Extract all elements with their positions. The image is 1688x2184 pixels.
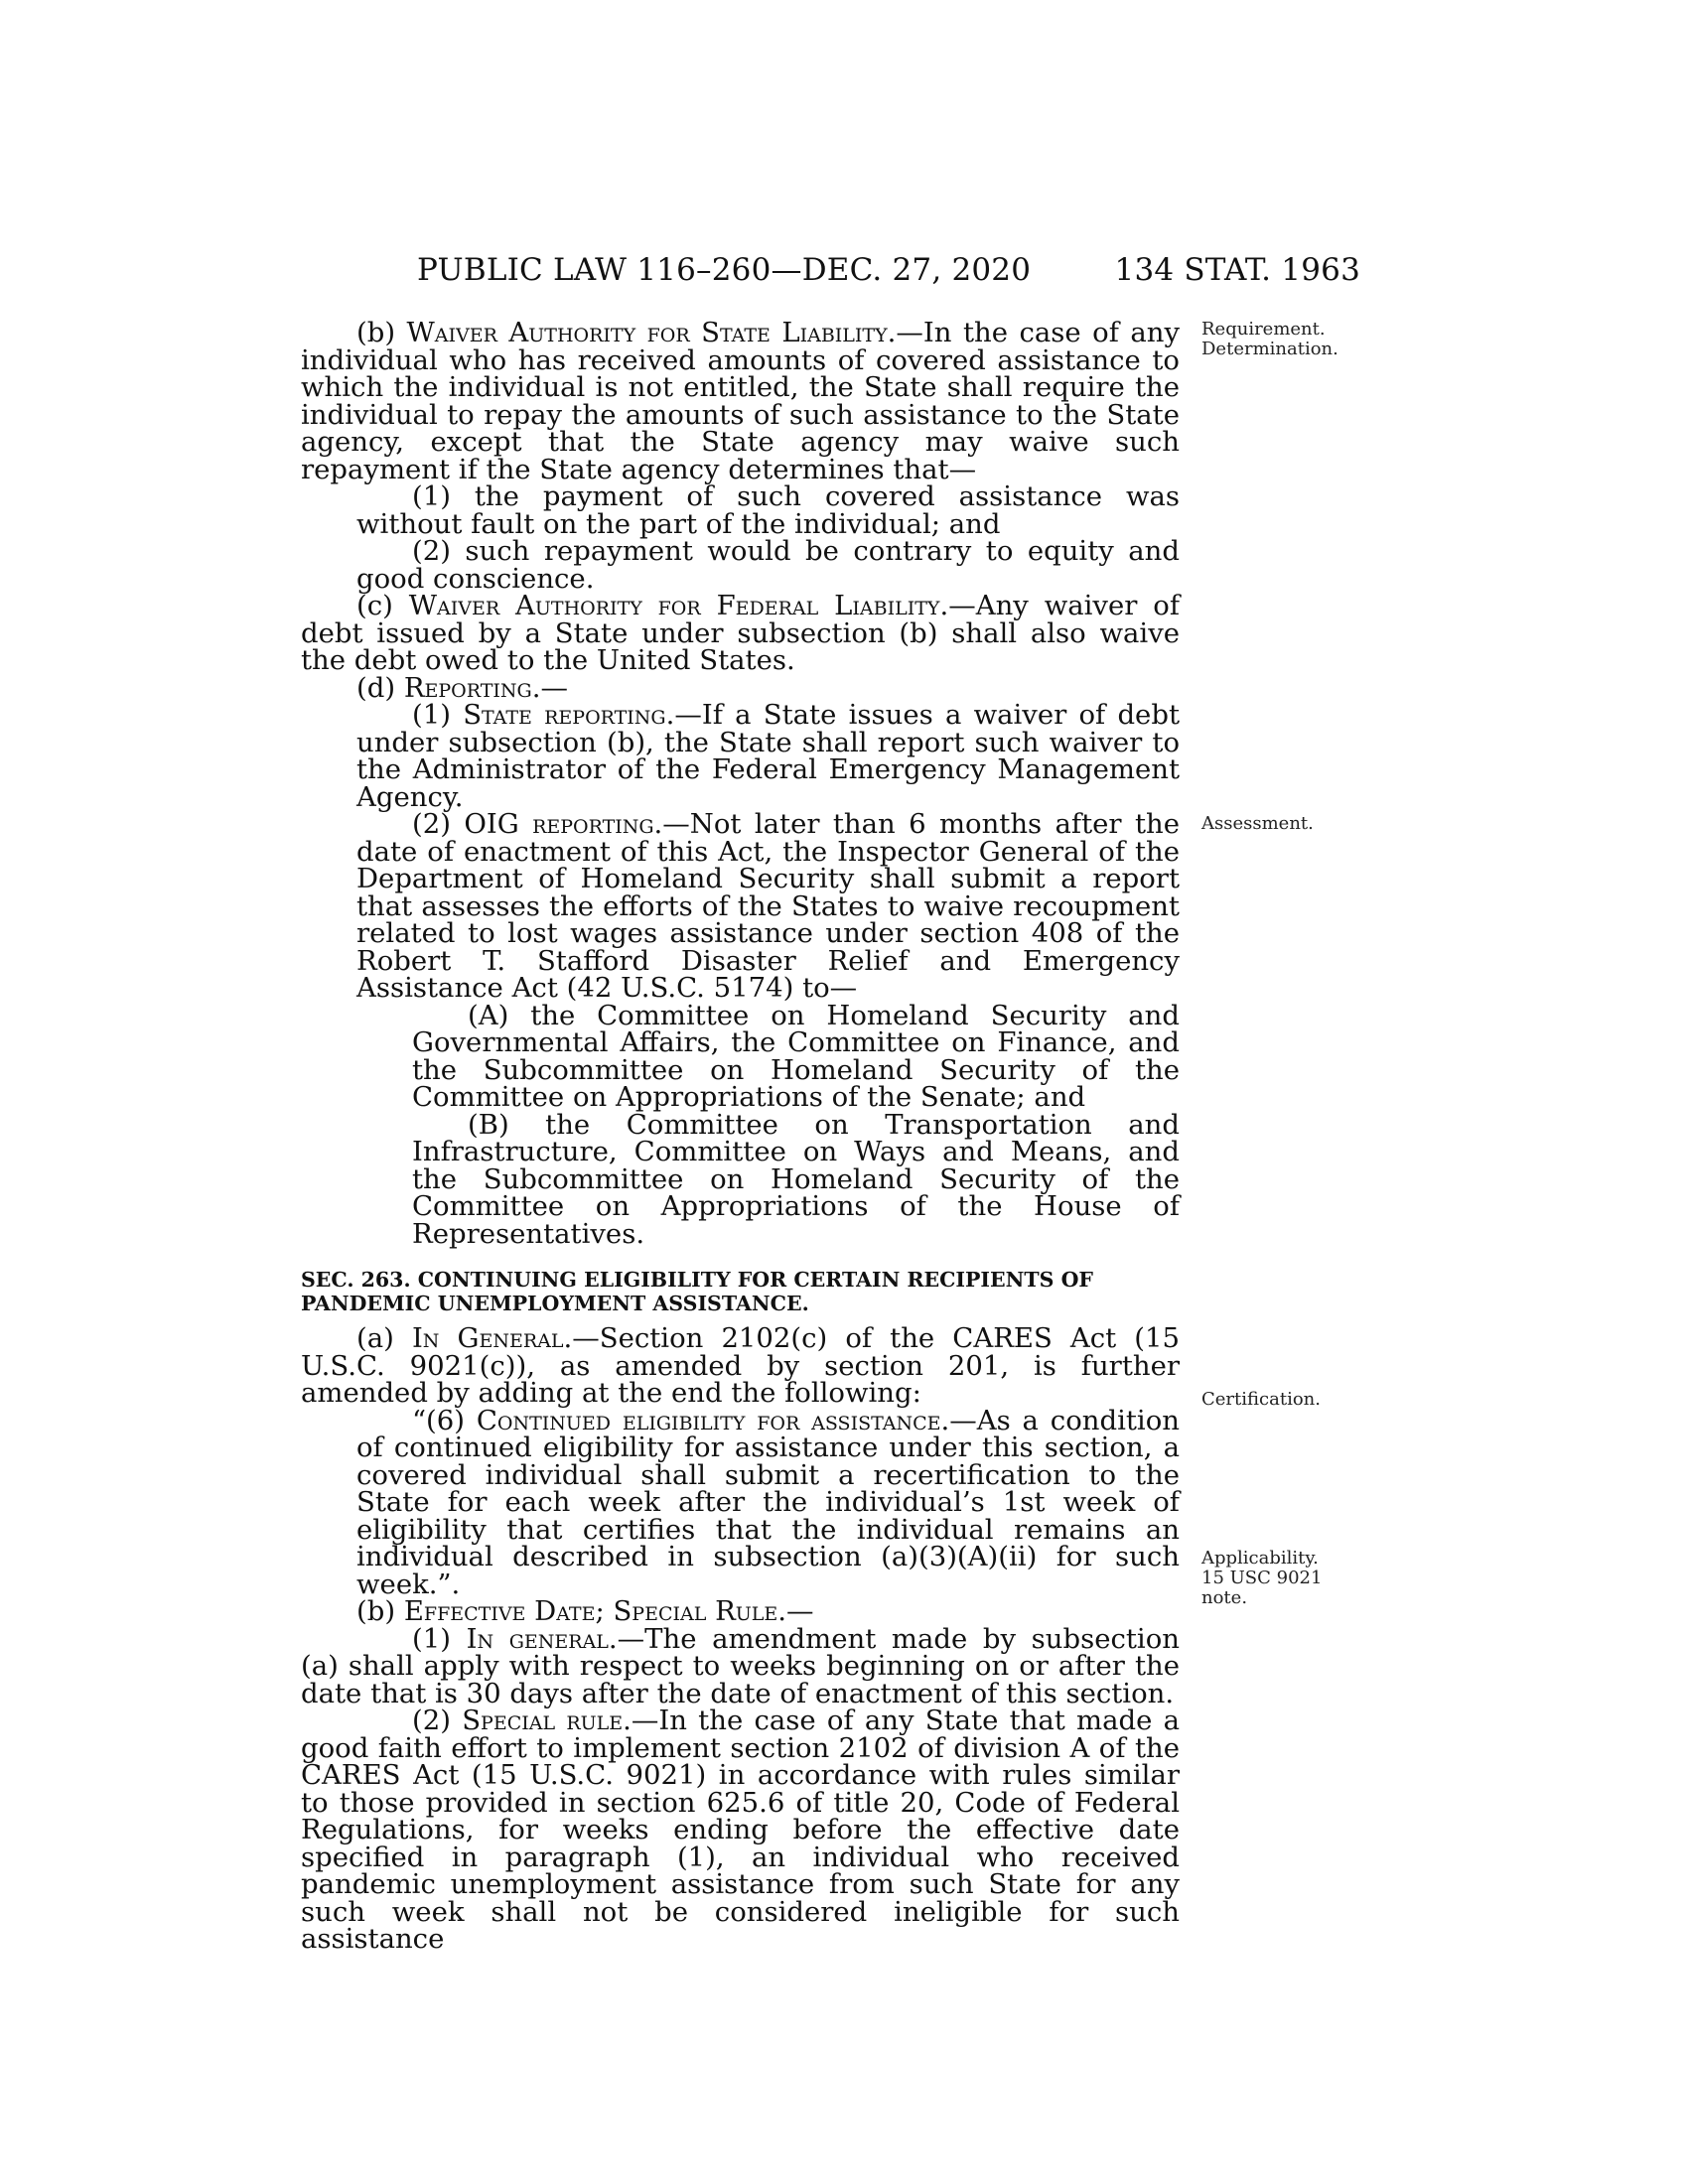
section-heading: SEC. 263. CONTINUING ELIGIBILITY FOR CERTAIN RECIPIENTS OF PANDEMIC UNEMPLOYMENT ASSISTANCE.: [301, 1268, 1093, 1315]
margin-note-applicability: Applicability. 15 USC 9021 note.: [1201, 1548, 1323, 1608]
paragraph-a6: “(6) Continued eligibility for assistance.—As a condition of continued eligibility for assistance under this section, a covered individual shall submit a recertification to the State for each week after the individual’s 1st week of eligibility that certifies that the individual remains an individual described in subsection (a)(3)(A)(ii) for such week.”.: [356, 1404, 1180, 1600]
subsection-b: (b) Waiver Authority for State Liability.—In the case of any individual who has received amounts of covered assistance to which the individual is not entitled, the State shall require the individual to repay the amounts of such assistance to the State agency, except that the State agency may waive such repayment if the State agency determines that—: [301, 317, 1180, 485]
subsection-d: (d) Reporting.—: [356, 671, 568, 704]
paragraph-b2: (2) such repayment would be contrary to equity and good conscience.: [356, 535, 1180, 595]
paragraph-d2: (2) OIG reporting.—Not later than 6 months after the date of enactment of this Act, the Inspector General of the Department of Homeland Security shall submit a report that assesses the efforts of the States to waive recoupment related to lost wages assistance under section 408 of the Robert T. Stafford Disaster Relief and Emergency Assistance Act (42 U.S.C. 5174) to—: [356, 808, 1180, 1004]
paragraph-eb2: (2) Special rule.—In the case of any State that made a good faith effort to implement section 2102 of division A of the CARES Act (15 U.S.C. 9021) in accordance with rules similar to those provided in section 625.6 of title 20, Code of Federal Regulations, for weeks ending before the effective date specified in paragraph (1), an individual who received pandemic unemployment assistance from such State for any such week shall not be considered ineligible for such assistance: [301, 1705, 1181, 1955]
subsection-c: (c) Waiver Authority for Federal Liability.—Any waiver of debt issued by a State under subsection (b) shall also waive the debt owed to the United States.: [301, 590, 1180, 676]
subsection-effective-b: (b) Effective Date; Special Rule.—: [356, 1595, 814, 1627]
subparagraph-d2A: (A) the Committee on Homeland Security and Governmental Affairs, the Committee on Finance, and the Subcommittee on Homeland Security of the Committee on Appropriations of the Senate; and: [412, 999, 1180, 1113]
page-number: 134 STAT. 1963: [1114, 252, 1360, 288]
paragraph-eb1: (1) In general.—The amendment made by subsection (a) shall apply with respect to weeks beginning on or after the date that is 30 days after the date of enactment of this section.: [301, 1622, 1180, 1709]
margin-note-assessment: Assessment.: [1201, 813, 1314, 834]
body-text: [301, 317, 1181, 1955]
running-head: PUBLIC LAW 116–260—DEC. 27, 2020: [417, 252, 1032, 288]
margin-note-certification: Certification.: [1201, 1389, 1321, 1410]
subsection-a: (a) In General.—Section 2102(c) of the CARES Act (15 U.S.C. 9021(c)), as amended by section 201, is further amended by adding at the end the following:: [301, 1322, 1180, 1409]
paragraph-b1: (1) the payment of such covered assistance was without fault on the part of the individual; and: [356, 480, 1180, 540]
paragraph-d1: (1) State reporting.—If a State issues a waiver of debt under subsection (b), the State shall report such waiver to the Administrator of the Federal Emergency Management Agency.: [356, 699, 1180, 813]
margin-note-requirement: Requirement. Determination.: [1201, 319, 1338, 359]
subparagraph-d2B: (B) the Committee on Transportation and Infrastructure, Committee on Ways and Means, and the Subcommittee on Homeland Security of the Committee on Appropriations of the House of Representatives.: [412, 1108, 1180, 1250]
